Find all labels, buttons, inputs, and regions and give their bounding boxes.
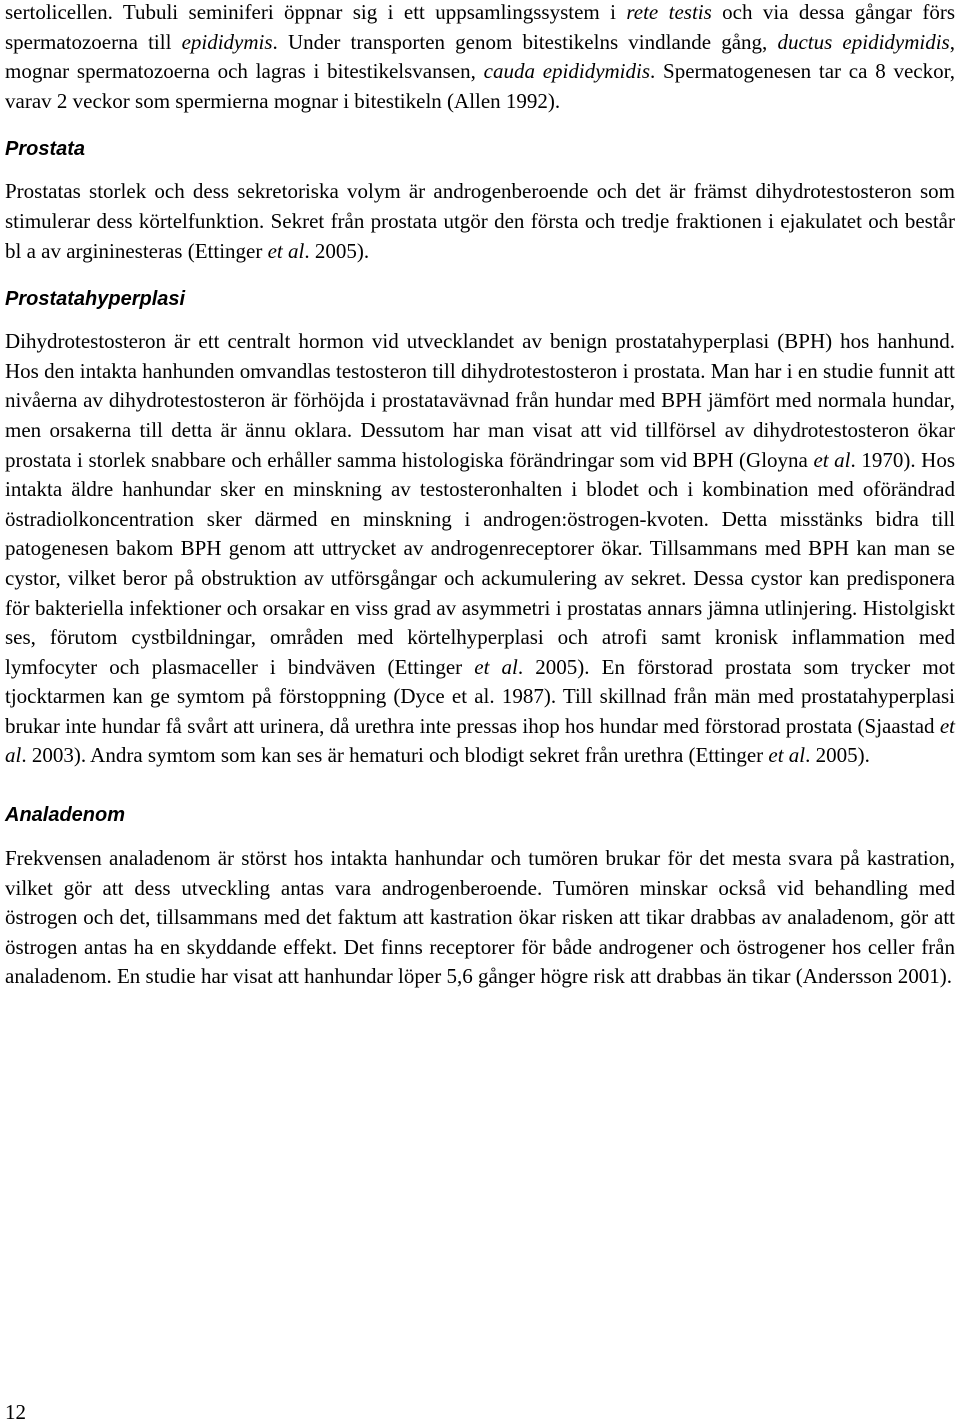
heading-prostata: Prostata <box>5 138 86 161</box>
heading-prostatahyperplasi: Prostatahyperplasi <box>5 288 186 311</box>
document-page <box>5 0 955 992</box>
text-span: och via dessa gångar förs spermatozoerna till <box>5 0 955 54</box>
italic-term: et al <box>474 654 518 679</box>
italic-term: epididymis <box>181 29 273 54</box>
page-number: 12 <box>5 1400 26 1424</box>
text-span: Dihydrotestosteron är ett centralt hormon vid utvecklandet av benign prostatahyperplasi (BPH) hos hanhund. Hos den intakta hanhunden omvandlas testosteron till dihydrotestosteron i prostata. Man har i en studie funnit att nivåerna av dihydrotestosteron är förhöjda i prostatavävnad från hundar med BPH jämfört med normala hundar, men orsakerna till detta är ännu oklara. Dessutom har man visat att vid tillförsel av dihydrotestosteron ökar prostata i storlek snabbare och erhåller samma histologiska förändringar som vid BPH (Gloyna <box>5 329 955 472</box>
paragraph-analadenom <box>5 844 955 992</box>
italic-term: et al <box>5 713 955 768</box>
italic-term: rete testis <box>626 0 712 24</box>
text-span: Frekvensen analadenom är störst hos intakta hanhundar och tumören brukar för det mesta svara på kastration, vilket gör att dess utveckling antas vara androgenberoende. Tumören minskar också vid behandling med östrogen och det, tillsammans med det faktum att kastration ökar risken att tikar drabbas av analadenom, gör att östrogen antas ha en skyddande effekt. Det finns receptorer för både androgener och östrogener hos celler från analadenom. En studie har visat att hanhundar löper 5,6 gånger högre risk att drabbas än tikar (Andersson 2001). <box>5 846 955 989</box>
paragraph-prostatahyperplasi <box>5 327 955 771</box>
heading-analadenom: Analadenom <box>5 804 126 827</box>
italic-term: et al <box>768 743 806 768</box>
text-span: . 2005). En förstorad prostata som trycker mot tjocktarmen kan ge symtom på förstoppning (Dyce et al. 1987). Till skillnad från män med prostatahyperplasi brukar inte hundar få svårt att urinera, då urethra inte pressas ihop hos hundar med förstorad prostata (Sjaastad <box>5 654 956 738</box>
italic-term: et al <box>813 447 851 472</box>
paragraph-spermatogenesis <box>5 0 955 116</box>
italic-term: cauda epididymidis <box>483 59 651 84</box>
text-span: . 1970). Hos intakta äldre hanhundar sker en minskning av testosteronhalten i blodet och i kombination med oförändrad östradiolkoncentration sker därmed en minskning i androgen:östrogen-kvoten. Detta misstänks bidra till patogenesen bakom BPH genom att uttrycket av androgenreceptorer ökar. Tillsammans med BPH kan man se cystor, vilket beror på obstruktion av utförsgångar och ackumulering av sekret. Dessa cystor kan predisponera för bakteriella infektioner och orsakar en viss grad av asymmetri i prostatas annars jämna utlinjering. Histolgiskt ses, förutom cystbildningar, områden med körtelhyperplasi och atrofi samt kronisk inflammation med lymfocyter och plasmaceller i bindväven (Ettinger <box>5 447 955 679</box>
text-span: sertolicellen. Tubuli seminiferi öppnar sig i ett uppsamlingssystem i <box>5 0 627 24</box>
italic-term: ductus epididymidis <box>777 29 950 54</box>
paragraph-prostata <box>5 177 955 266</box>
text-span: . 2005). <box>805 743 870 768</box>
text-span: Prostatas storlek och dess sekretoriska volym är androgenberoende och det är främst dihydrotestosteron som stimulerar dess körtelfunktion. Sekret från prostata utgör den första och tredje fraktionen i ejakulatet och består bl a av argininesteras (Ettinger <box>5 179 955 263</box>
text-span: . Under transporten genom bitestikelns vindlande gång, <box>272 29 778 54</box>
text-span: . Spermatogenesen tar ca 8 veckor, varav 2 veckor som spermierna mognar i bitestikeln (Allen 1992). <box>5 59 956 113</box>
text-span: . 2003). Andra symtom som kan ses är hematuri och blodigt sekret från urethra (Ettinger <box>21 743 769 768</box>
text-span: , mognar spermatozoerna och lagras i bitestikelsvansen, <box>5 29 955 84</box>
italic-term: et al <box>267 238 305 263</box>
text-span: . 2005). <box>304 238 370 263</box>
